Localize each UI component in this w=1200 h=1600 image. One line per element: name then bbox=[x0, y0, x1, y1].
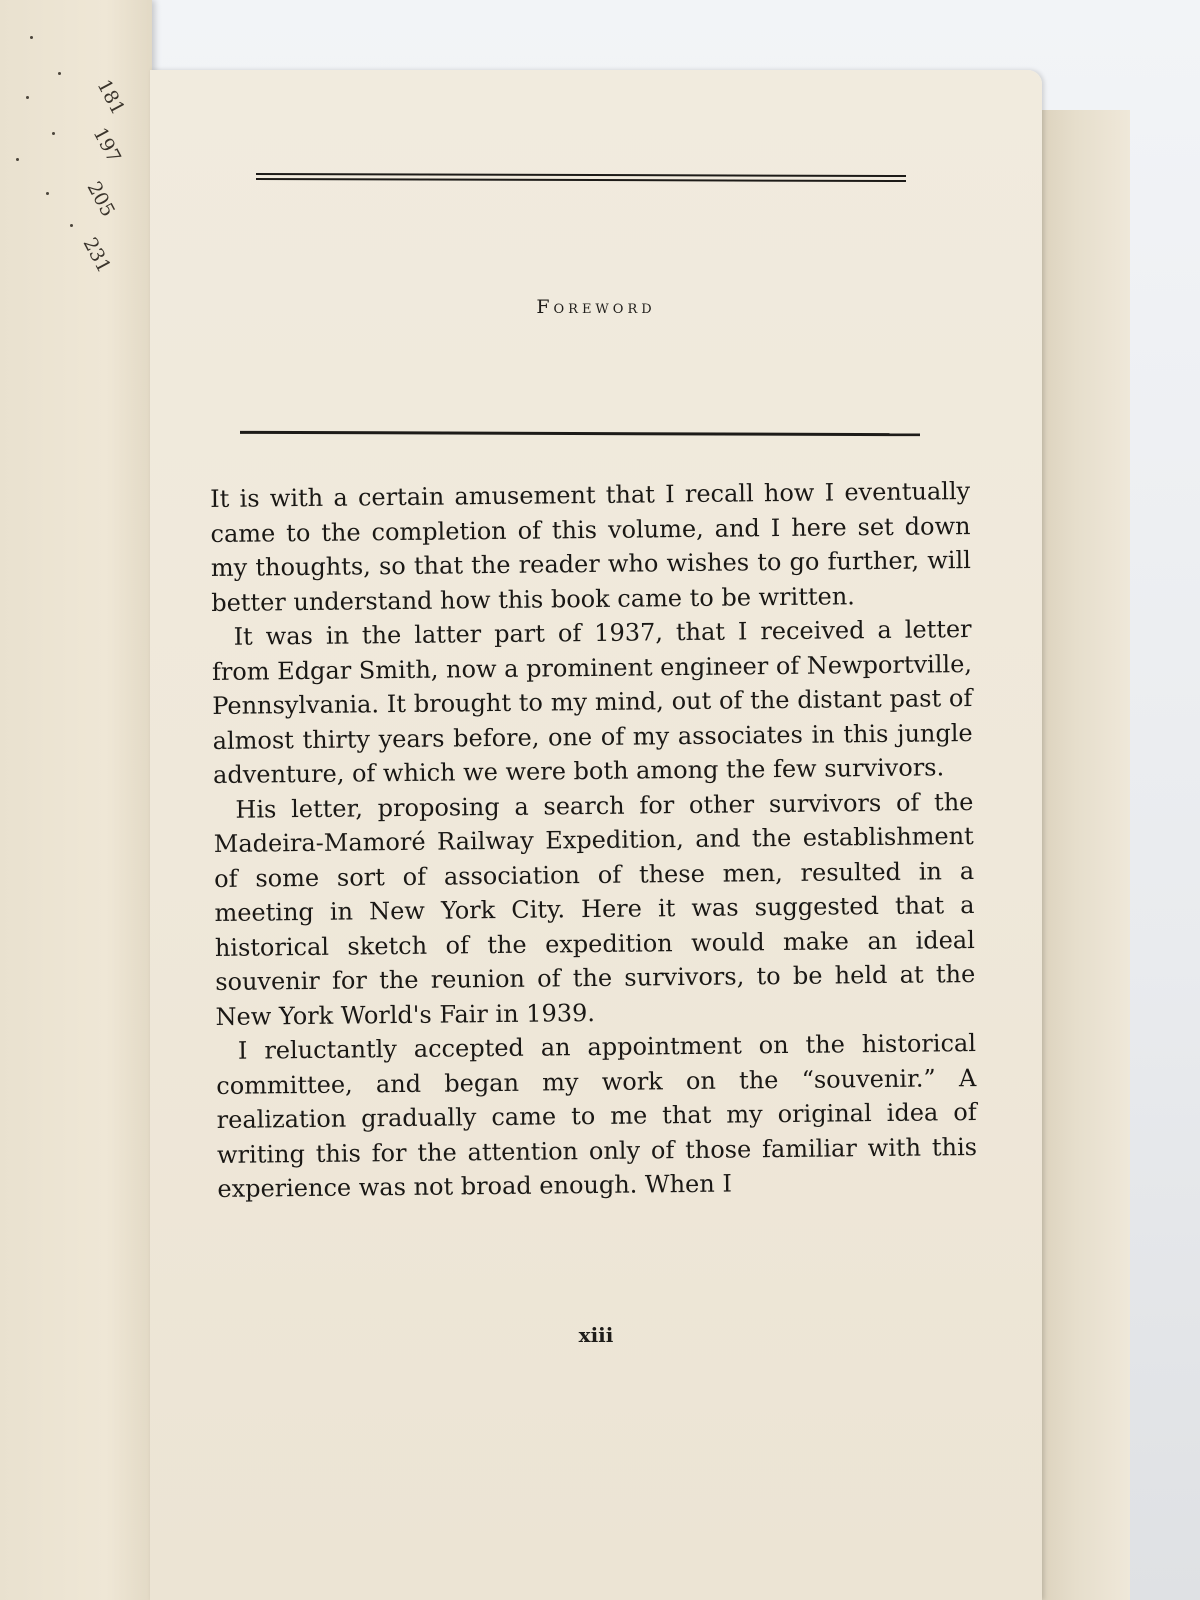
page-number: xiii bbox=[578, 1323, 614, 1347]
paragraph: His letter, proposing a search for other survivors of the Madeira-Mamoré Railway Expedition, and the establishment of some sort of association of these men, resulted in a meeting in New York City. Here it was suggested that a historical sketch of the expedition would make an ideal souvenir for the reunion of the survivors, to be held at the New York World's Fair in 1939. bbox=[213, 787, 976, 1031]
top-rule bbox=[256, 173, 906, 177]
leader-dot bbox=[26, 96, 29, 99]
leader-dot bbox=[16, 158, 19, 161]
toc-page-number: 197 bbox=[88, 124, 126, 167]
previous-page bbox=[0, 0, 152, 1600]
leader-dot bbox=[52, 132, 55, 135]
chapter-title: Foreword bbox=[536, 296, 656, 318]
leader-dot bbox=[46, 192, 49, 195]
book-page bbox=[150, 70, 1042, 1600]
foreword-text bbox=[210, 474, 978, 1206]
leader-dot bbox=[70, 224, 73, 227]
title-rule bbox=[240, 431, 920, 436]
toc-page-number: 231 bbox=[78, 234, 116, 277]
paragraph: It is with a certain amusement that I recall how I eventually came to the completion of this volume, and I here set down my thoughts, so that the reader who wishes to go further, will better understand how this book came to be written. bbox=[210, 477, 972, 617]
toc-page-number: 205 bbox=[82, 178, 120, 221]
top-rule bbox=[256, 178, 906, 182]
leader-dot bbox=[30, 36, 33, 39]
leader-dot bbox=[58, 72, 61, 75]
toc-page-number: 181 bbox=[92, 76, 130, 119]
page-stack-edge bbox=[1040, 110, 1130, 1600]
paragraph: I reluctantly accepted an appointment on the historical committee, and began my work on the “souvenir.” A realization gradually came to me that my original idea of writing this for the attention only of those familiar with this experience was not broad enough. When I bbox=[216, 1029, 978, 1203]
paragraph: It was in the latter part of 1937, that I received a letter from Edgar Smith, now a prominent engineer of Newportville, Pennsylvania. It brought to my mind, out of the distant past of almost thirty years before, one of my associates in this jungle adventure, of which we were both among the few survivors. bbox=[211, 615, 973, 789]
